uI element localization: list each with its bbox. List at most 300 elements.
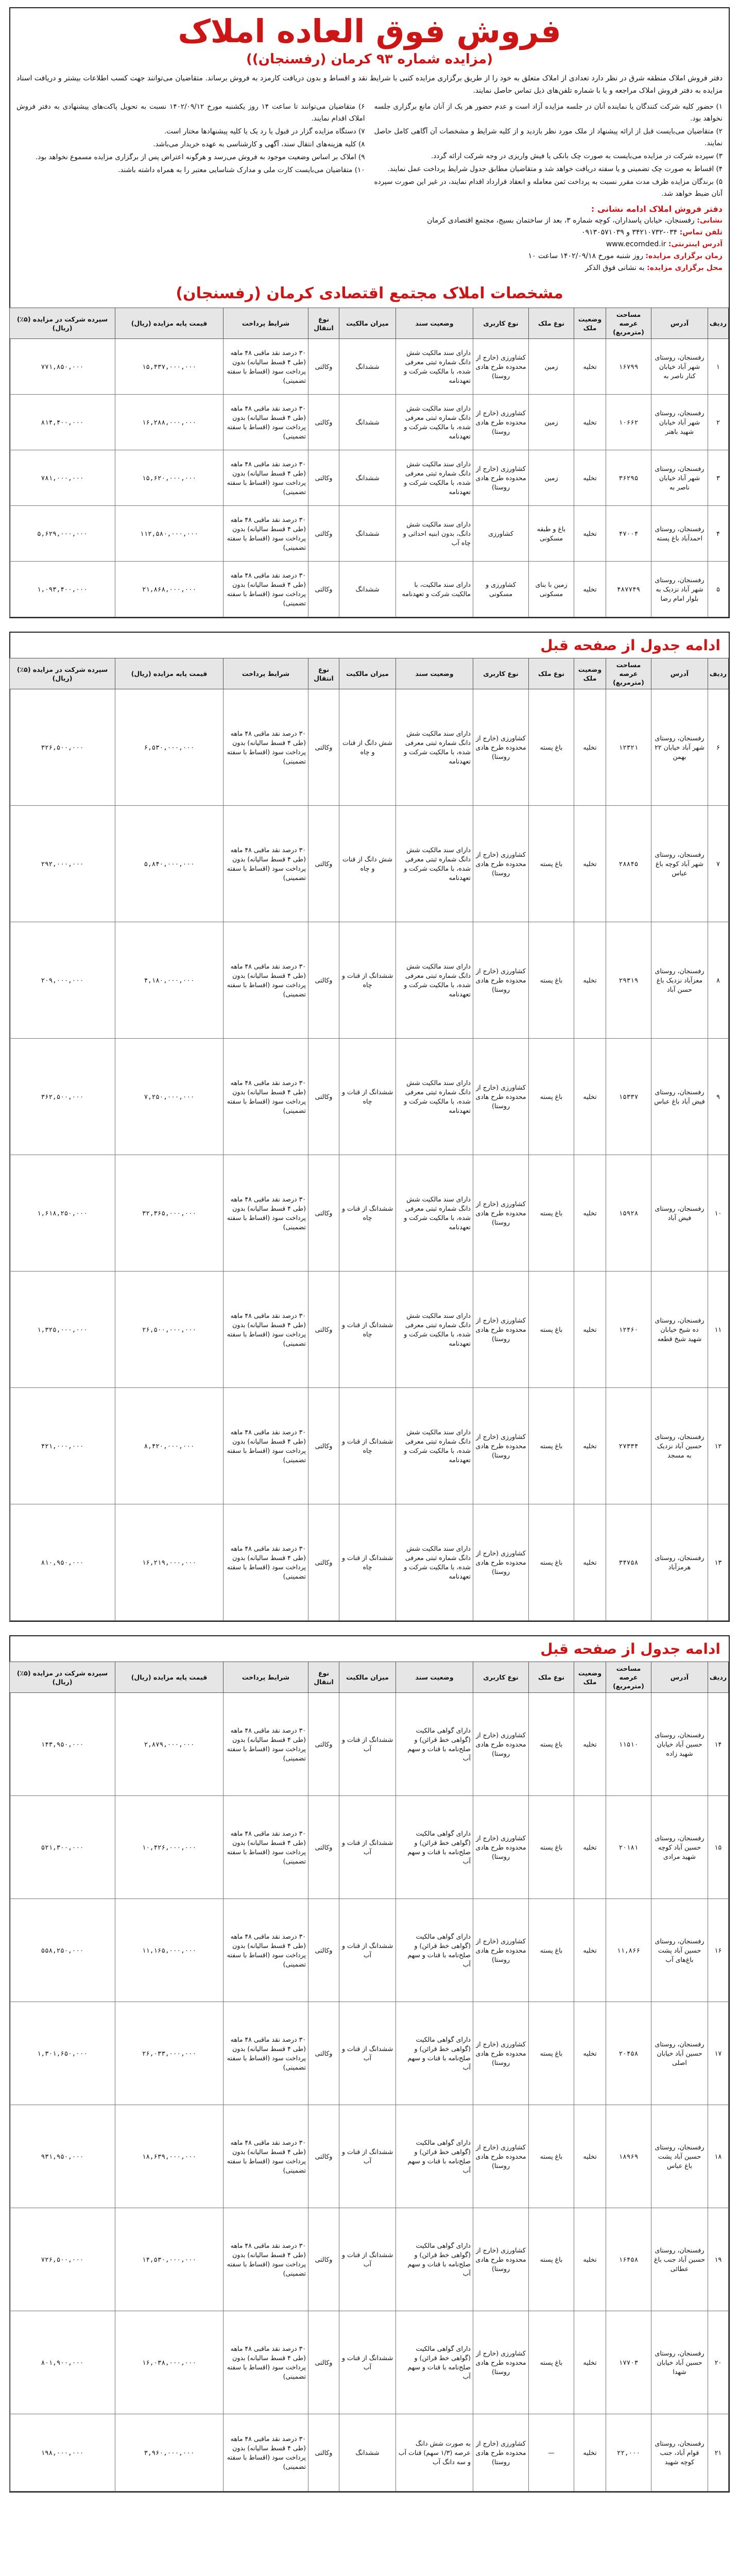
cell-usage: کشاورزی (خارج از محدوده طرح هادی روستا) (473, 2002, 529, 2105)
cell-deposit: ۷۷۱,۸۵۰,۰۰۰ (10, 339, 115, 395)
cell-price: ۱۵,۴۳۷,۰۰۰,۰۰۰ (115, 339, 224, 395)
address-label: نشانی: (697, 216, 723, 225)
properties-table-3 (9, 1662, 729, 2492)
condition-item: ۴) اقساط به صورت چک تضمینی و یا سفته دریافت خواهد شد و متقاضیان مطابق جدول شرایط پرداخت عمل نمایند. (387, 165, 723, 173)
cell-ownership: ششدانگ از قنات و آب (339, 2208, 396, 2311)
cell-property-type: باغ و طبقه مسکونی (529, 506, 574, 562)
cell-price: ۸,۴۲۰,۰۰۰,۰۰۰ (115, 1388, 224, 1504)
cell-transfer: وکالتی (308, 339, 339, 395)
cell-payment: ۳۰ درصد نقد ماقبی ۴۸ ماهه (طی ۴ قسط سالیانه) بدون پرداخت سود (اقساط با سفته تضمینی) (224, 1796, 308, 1899)
cell-deposit: ۱,۰۹۳,۴۰۰,۰۰۰ (10, 562, 115, 617)
cell-ownership: شش دانگ از قنات و چاه (339, 806, 396, 922)
table-row (10, 1899, 729, 2002)
cell-ownership: ششدانگ از قنات و آب (339, 1899, 396, 2002)
cell-ownership: ششدانگ (339, 450, 396, 506)
cell-address: رفسنجان، روستای ده شیخ خیابان شهید شیخ قطعه (651, 1272, 708, 1388)
cell-transfer: وکالتی (308, 1899, 339, 2002)
ad-subtitle: (مزایده شماره ۹۳ کرمان (رفسنجان)) (246, 52, 493, 67)
cell-situation: دارای گواهی مالکیت (گواهی خط قرائن) و صلح‌نامه با قنات و سهم آب (396, 1796, 473, 1899)
cell-deposit: ۷۲۶,۵۰۰,۰۰۰ (10, 2208, 115, 2311)
col-usage: نوع کاربری (473, 1662, 529, 1693)
cell-area: ۳۴۷۵۸ (606, 1504, 651, 1621)
cell-row: ۱۹ (708, 2208, 729, 2311)
cell-situation: دارای گواهی مالکیت (گواهی خط قرائن) و صلح‌نامه با قنات و سهم آب (396, 1693, 473, 1796)
cell-status: تخلیه (574, 922, 606, 1039)
col-status: وضعیت ملک (574, 1662, 606, 1693)
cell-address: رفسنجان، روستای شهر آباد خیابان ناصر به (651, 450, 708, 506)
cell-status: تخلیه (574, 562, 606, 617)
cell-payment: ۳۰ درصد نقد ماقبی ۴۸ ماهه (طی ۴ قسط سالیانه) بدون پرداخت سود (اقساط با سفته تضمینی) (224, 2311, 308, 2414)
col-deposit: سپرده شرکت در مزایده (۵٪) (ریال) (10, 1662, 115, 1693)
cell-area: ۲۲,۰۰۰ (606, 2414, 651, 2492)
cell-price: ۵,۸۴۰,۰۰۰,۰۰۰ (115, 806, 224, 922)
cell-price: ۲,۸۷۹,۰۰۰,۰۰۰ (115, 1693, 224, 1796)
condition-item: ۱) حضور کلیه شرکت کنندگان یا نماینده آنان در جلسه مزایده آزاد است و عدم حضور هر یک از آنان مانع برگزاری جلسه نخواهد بود. (374, 103, 723, 123)
table-header (10, 1662, 729, 1693)
cell-ownership: ششدانگ (339, 562, 396, 617)
cell-status: تخلیه (574, 339, 606, 395)
cell-situation: دارای سند مالکیت شش دانگ شماره ثبتی معرفی شده، با مالکیت شرکت و تعهدنامه (396, 395, 473, 450)
cell-row: ۱۵ (708, 1796, 729, 1899)
cell-price: ۱۶,۲۱۹,۰۰۰,۰۰۰ (115, 1504, 224, 1621)
cell-address: رفسنجان، روستای فیض آباد (651, 1155, 708, 1272)
cell-property-type: زمین با بنای مسکونی (529, 562, 574, 617)
ad-title: فروش فوق العاده املاک (178, 12, 561, 50)
cell-payment: ۳۰ درصد نقد ماقبی ۴۸ ماهه (طی ۴ قسط سالیانه) بدون پرداخت سود (اقساط با سفته تضمینی) (224, 1388, 308, 1504)
cell-ownership: ششدانگ از قنات و چاه (339, 1039, 396, 1155)
cell-property-type: زمین (529, 450, 574, 506)
cell-ownership: ششدانگ از قنات و آب (339, 2002, 396, 2105)
cell-situation: دارای سند مالکیت شش دانگ شماره ثبتی معرفی شده، با مالکیت شرکت و تعهدنامه (396, 806, 473, 922)
cell-ownership: ششدانگ (339, 395, 396, 450)
cell-status: تخلیه (574, 2311, 606, 2414)
cell-situation: دارای سند مالکیت شش دانگ شماره ثبتی معرفی شده، با مالکیت شرکت و تعهدنامه (396, 1039, 473, 1155)
cell-address: رفسنجان، روستای شهر آباد خیابان کنار ناصر به (651, 339, 708, 395)
cell-status: تخلیه (574, 2105, 606, 2208)
cell-area: ۳۶۲۹۵ (606, 450, 651, 506)
cell-row: ۲۱ (708, 2414, 729, 2492)
cell-ownership: ششدانگ از قنات و چاه (339, 922, 396, 1039)
cell-area: ۲۸۸۴۵ (606, 806, 651, 922)
cell-row: ۶ (708, 689, 729, 806)
cell-ownership: ششدانگ از قنات و چاه (339, 1388, 396, 1504)
table-row (10, 2002, 729, 2105)
condition-item: ۷) دستگاه مزایده گزار در قبول یا رد یک یا کلیه پیشنهادها مختار است. (164, 127, 365, 135)
cell-row: ۱۷ (708, 2002, 729, 2105)
col-address: آدرس (651, 308, 708, 339)
cell-price: ۲۶,۵۰۰,۰۰۰,۰۰۰ (115, 1272, 224, 1388)
col-transfer: نوع انتقال (308, 1662, 339, 1693)
cell-usage: کشاورزی (خارج از محدوده طرح هادی روستا) (473, 2208, 529, 2311)
cell-address: رفسنجان، روستای حسین آباد خیابان شهید زاده (651, 1693, 708, 1796)
cell-price: ۱۱۲,۵۸۰,۰۰۰,۰۰۰ (115, 506, 224, 562)
cell-area: ۱۵۳۳۷ (606, 1039, 651, 1155)
col-ownership: میزان مالکیت (339, 658, 396, 689)
cell-deposit: ۸۱۴,۴۰۰,۰۰۰ (10, 395, 115, 450)
cell-ownership: ششدانگ از قنات و آب (339, 2105, 396, 2208)
cell-transfer: وکالتی (308, 1504, 339, 1621)
cell-deposit: ۱,۳۰۱,۶۵۰,۰۰۰ (10, 2002, 115, 2105)
table-row (10, 1504, 729, 1621)
cell-payment: ۳۰ درصد نقد ماقبی ۴۸ ماهه (طی ۴ قسط سالیانه) بدون پرداخت سود (اقساط با سفته تضمینی) (224, 562, 308, 617)
cell-ownership: ششدانگ (339, 2414, 396, 2492)
cell-situation: دارای سند مالکیت شش دانگ شماره ثبتی معرفی شده، با مالکیت شرکت و تعهدنامه (396, 450, 473, 506)
cell-address: رفسنجان، روستای شهر آباد خیابان ۲۲ بهمن (651, 689, 708, 806)
cell-ownership: ششدانگ از قنات و آب (339, 1796, 396, 1899)
cell-ownership: ششدانگ از قنات و آب (339, 1693, 396, 1796)
cell-usage: کشاورزی (خارج از محدوده طرح هادی روستا) (473, 2311, 529, 2414)
cell-price: ۱۸,۶۳۹,۰۰۰,۰۰۰ (115, 2105, 224, 2208)
cell-address: رفسنجان، روستای احمدآباد باغ پسته (651, 506, 708, 562)
phone-label: تلفن تماس: (679, 228, 723, 236)
cell-ownership: ششدانگ از قنات و چاه (339, 1155, 396, 1272)
time-line (374, 250, 723, 262)
cell-row: ۱۸ (708, 2105, 729, 2208)
col-area: مساحت عرصه (مترمربع) (606, 308, 651, 339)
cell-payment: ۳۰ درصد نقد ماقبی ۴۸ ماهه (طی ۴ قسط سالیانه) بدون پرداخت سود (اقساط با سفته تضمینی) (224, 2002, 308, 2105)
table-body-2 (10, 689, 729, 1621)
cell-transfer: وکالتی (308, 506, 339, 562)
cell-status: تخلیه (574, 1693, 606, 1796)
cell-area: ۱۱۵۱۰ (606, 1693, 651, 1796)
ad-block-1 (9, 7, 730, 618)
cell-status: تخلیه (574, 1796, 606, 1899)
place-value: به نشانی فوق الذکر (585, 264, 645, 272)
cell-transfer: وکالتی (308, 2311, 339, 2414)
cell-situation: دارای گواهی مالکیت (گواهی خط قرائن) و صلح‌نامه با قنات و سهم آب (396, 2105, 473, 2208)
cell-address: رفسنجان، روستای شهر آباد نزدیک به بلوار امام رضا (651, 562, 708, 617)
cell-deposit: ۹۳۱,۹۵۰,۰۰۰ (10, 2105, 115, 2208)
condition-item: ۱۰) متقاضیان می‌بایست کارت ملی و مدارک شناسایی معتبر را به همراه داشته باشند. (118, 166, 365, 174)
table-row (10, 2311, 729, 2414)
cell-price: ۴,۱۸۰,۰۰۰,۰۰۰ (115, 922, 224, 1039)
cell-transfer: وکالتی (308, 562, 339, 617)
cell-status: تخلیه (574, 2208, 606, 2311)
cell-usage: کشاورزی (خارج از محدوده طرح هادی روستا) (473, 806, 529, 922)
cell-payment: ۳۰ درصد نقد ماقبی ۴۸ ماهه (طی ۴ قسط سالیانه) بدون پرداخت سود (اقساط با سفته تضمینی) (224, 1504, 308, 1621)
condition-item: ۲) متقاضیان می‌بایست قبل از ارائه پیشنهاد از ملک مورد نظر بازدید و از کلیه شرایط و مشخصات آن آگاهی کامل حاصل نمایند. (374, 127, 723, 147)
cell-usage: کشاورزی (خارج از محدوده طرح هادی روستا) (473, 395, 529, 450)
cell-row: ۵ (708, 562, 729, 617)
cell-property-type: باغ پسته (529, 1039, 574, 1155)
cell-transfer: وکالتی (308, 1272, 339, 1388)
cell-row: ۱ (708, 339, 729, 395)
cell-area: ۱۶۷۹۹ (606, 339, 651, 395)
table-wrap-1 (10, 308, 729, 617)
cell-address: رفسنجان، روستای حسین آباد نزدیک به مسجد (651, 1388, 708, 1504)
cell-usage: کشاورزی (خارج از محدوده طرح هادی روستا) (473, 1272, 529, 1388)
cell-usage: کشاورزی (خارج از محدوده طرح هادی روستا) (473, 1504, 529, 1621)
col-price: قیمت پایه مزایده (ریال) (115, 658, 224, 689)
cell-address: رفسنجان، روستای معزآباد نزدیک باغ حسن آباد (651, 922, 708, 1039)
cell-situation: دارای سند مالکیت شش دانگ شماره ثبتی معرفی شده، با مالکیت شرکت و تعهدنامه (396, 339, 473, 395)
cell-area: ۱۲۳۲۱ (606, 689, 651, 806)
cell-price: ۱۶,۰۳۸,۰۰۰,۰۰۰ (115, 2311, 224, 2414)
col-situation: وضعیت سند (396, 658, 473, 689)
cell-row: ۲ (708, 395, 729, 450)
cell-price: ۱۱,۱۶۵,۰۰۰,۰۰۰ (115, 1899, 224, 2002)
cell-payment: ۳۰ درصد نقد ماقبی ۴۸ ماهه (طی ۴ قسط سالیانه) بدون پرداخت سود (اقساط با سفته تضمینی) (224, 922, 308, 1039)
table-row (10, 1272, 729, 1388)
cell-usage: کشاورزی (خارج از محدوده طرح هادی روستا) (473, 339, 529, 395)
cell-payment: ۳۰ درصد نقد ماقبی ۴۸ ماهه (طی ۴ قسط سالیانه) بدون پرداخت سود (اقساط با سفته تضمینی) (224, 806, 308, 922)
cell-situation: دارای سند مالکیت شش دانگ شماره ثبتی معرفی شده، با مالکیت شرکت و تعهدنامه (396, 1155, 473, 1272)
cell-property-type: باغ پسته (529, 1388, 574, 1504)
cell-deposit: ۲۹۲,۰۰۰,۰۰۰ (10, 806, 115, 922)
cell-address: رفسنجان، روستای فیض آباد باغ عباس (651, 1039, 708, 1155)
cell-usage: کشاورزی (خارج از محدوده طرح هادی روستا) (473, 922, 529, 1039)
cell-status: تخلیه (574, 1272, 606, 1388)
cell-property-type: باغ پسته (529, 1272, 574, 1388)
col-usage: نوع کاربری (473, 308, 529, 339)
cell-deposit: ۵۵۸,۲۵۰,۰۰۰ (10, 1899, 115, 2002)
cell-deposit: ۵,۶۲۹,۰۰۰,۰۰۰ (10, 506, 115, 562)
table-row (10, 806, 729, 922)
cell-row: ۸ (708, 922, 729, 1039)
cell-usage: کشاورزی (خارج از محدوده طرح هادی روستا) (473, 2105, 529, 2208)
col-area: مساحت عرصه (مترمربع) (606, 658, 651, 689)
address-value: رفسنجان، خیابان پاسداران، کوچه شماره ۳، بعد از ساختمان بسیج، مجتمع اقتصادی کرمان (427, 216, 695, 225)
condition-item: ۵) برندگان مزایده ظرف مدت مقرر نسبت به پرداخت ثمن معامله و انعقاد قرارداد اقدام نمایند، در غیر این صورت سپرده آنان ضبط خواهد شد. (374, 178, 723, 198)
cell-transfer: وکالتی (308, 1155, 339, 1272)
cell-transfer: وکالتی (308, 689, 339, 806)
cell-property-type: زمین (529, 395, 574, 450)
cell-status: تخلیه (574, 395, 606, 450)
cell-situation: دارای سند مالکیت شش دانگ شماره ثبتی معرفی شده، با مالکیت شرکت و تعهدنامه (396, 1272, 473, 1388)
cell-row: ۲۰ (708, 2311, 729, 2414)
cell-payment: ۳۰ درصد نقد ماقبی ۴۸ ماهه (طی ۴ قسط سالیانه) بدون پرداخت سود (اقساط با سفته تضمینی) (224, 506, 308, 562)
cell-address: رفسنجان، روستای حسین آباد کوچه شهید مرادی (651, 1796, 708, 1899)
cell-address: رفسنجان، روستای حسین آباد خیابان اصلی (651, 2002, 708, 2105)
cell-price: ۳,۹۶۰,۰۰۰,۰۰۰ (115, 2414, 224, 2492)
col-row: ردیف (708, 1662, 729, 1693)
col-status: وضعیت ملک (574, 658, 606, 689)
table-body-1 (10, 339, 729, 617)
properties-table-2 (9, 658, 729, 1621)
cell-property-type: باغ پسته (529, 1155, 574, 1272)
cell-usage: کشاورزی (خارج از محدوده طرح هادی روستا) (473, 1039, 529, 1155)
col-price: قیمت پایه مزایده (ریال) (115, 1662, 224, 1693)
cell-deposit: ۴۲۱,۰۰۰,۰۰۰ (10, 1388, 115, 1504)
cell-transfer: وکالتی (308, 2105, 339, 2208)
cell-area: ۱۰۶۶۲ (606, 395, 651, 450)
cell-payment: ۳۰ درصد نقد ماقبی ۴۸ ماهه (طی ۴ قسط سالیانه) بدون پرداخت سود (اقساط با سفته تضمینی) (224, 2208, 308, 2311)
table-row (10, 1388, 729, 1504)
cell-payment: ۳۰ درصد نقد ماقبی ۴۸ ماهه (طی ۴ قسط سالیانه) بدون پرداخت سود (اقساط با سفته تضمینی) (224, 1693, 308, 1796)
cell-situation: دارای سند مالکیت شش دانگ شماره ثبتی معرفی شده، با مالکیت شرکت و تعهدنامه (396, 689, 473, 806)
cell-property-type: باغ پسته (529, 2002, 574, 2105)
cell-area: ۱۶۴۵۸ (606, 2208, 651, 2311)
col-ownership: میزان مالکیت (339, 1662, 396, 1693)
cell-row: ۱۴ (708, 1693, 729, 1796)
cell-usage: کشاورزی (خارج از محدوده طرح هادی روستا) (473, 1796, 529, 1899)
cell-deposit: ۵۲۱,۳۰۰,۰۰۰ (10, 1796, 115, 1899)
cell-price: ۷,۲۵۰,۰۰۰,۰۰۰ (115, 1039, 224, 1155)
cell-transfer: وکالتی (308, 2002, 339, 2105)
cell-payment: ۳۰ درصد نقد ماقبی ۴۸ ماهه (طی ۴ قسط سالیانه) بدون پرداخت سود (اقساط با سفته تضمینی) (224, 1155, 308, 1272)
section-3-title: ادامه جدول از صفحه قبل (540, 1640, 720, 1657)
col-payment: شرایط پرداخت (224, 658, 308, 689)
cell-situation: دارای گواهی مالکیت (گواهی خط قرائن) و صلح‌نامه با قنات و سهم آب (396, 1899, 473, 2002)
col-price: قیمت پایه مزایده (ریال) (115, 308, 224, 339)
table-row (10, 689, 729, 806)
table-row (10, 922, 729, 1039)
col-transfer: نوع انتقال (308, 658, 339, 689)
cell-usage: کشاورزی و مسکونی (473, 562, 529, 617)
cell-situation: دارای گواهی مالکیت (گواهی خط قرائن) و صلح‌نامه با قنات و سهم آب (396, 2002, 473, 2105)
condition-item: ۳) سپرده شرکت در مزایده می‌بایست به صورت چک بانکی یا فیش واریزی در وجه شرکت ارائه گردد. (431, 152, 723, 160)
conditions (10, 97, 729, 279)
table-row (10, 2414, 729, 2492)
cell-payment: ۳۰ درصد نقد ماقبی ۴۸ ماهه (طی ۴ قسط سالیانه) بدون پرداخت سود (اقساط با سفته تضمینی) (224, 1272, 308, 1388)
cell-usage: کشاورزی (خارج از محدوده طرح هادی روستا) (473, 2414, 529, 2492)
cell-payment: ۳۰ درصد نقد ماقبی ۴۸ ماهه (طی ۴ قسط سالیانه) بدون پرداخت سود (اقساط با سفته تضمینی) (224, 450, 308, 506)
cell-status: تخلیه (574, 2414, 606, 2492)
cell-status: تخلیه (574, 1155, 606, 1272)
cell-address: رفسنجان، روستای حسین آباد جنب باغ عطائی (651, 2208, 708, 2311)
contact-title: دفتر فروش املاک ادامه نشانی : (591, 204, 723, 214)
condition-item: ۹) املاک بر اساس وضعیت موجود به فروش می‌رسد و هرگونه اعتراض پس از برگزاری مزایده مسموع نخواهد بود. (36, 153, 365, 161)
cell-situation: دارای گواهی مالکیت (گواهی خط قرائن) و صلح‌نامه با قنات و سهم آب (396, 2208, 473, 2311)
cell-property-type: باغ پسته (529, 922, 574, 1039)
cell-status: تخلیه (574, 1899, 606, 2002)
cell-price: ۱۰,۴۲۶,۰۰۰,۰۰۰ (115, 1796, 224, 1899)
intro-text: دفتر فروش املاک منطقه شرق در نظر دارد تعدادی از املاک متعلق به خود را از طریق برگزاری مزایده کتبی با شرایط نقد و اقساط و بدون دریافت کارمزد به فروش برساند. متقاضیان می‌توانند جهت کسب اطلاعات بیشتر و دریافت اسناد مزایده به دفتر فروش املاک مراجعه و یا با شماره تلفن‌های ذیل تماس حاصل نمایند. (16, 74, 723, 95)
col-status: وضعیت ملک (574, 308, 606, 339)
cell-price: ۲۱,۸۶۸,۰۰۰,۰۰۰ (115, 562, 224, 617)
col-row: ردیف (708, 308, 729, 339)
cell-deposit: ۳۶۲,۵۰۰,۰۰۰ (10, 1039, 115, 1155)
cell-address: رفسنجان، روستای حسین آباد خیابان شهدا (651, 2311, 708, 2414)
properties-table-1 (9, 308, 729, 617)
cell-usage: کشاورزی (خارج از محدوده طرح هادی روستا) (473, 1693, 529, 1796)
cell-row: ۱۶ (708, 1899, 729, 2002)
cell-property-type: باغ پسته (529, 1899, 574, 2002)
cell-deposit: ۷۸۱,۰۰۰,۰۰۰ (10, 450, 115, 506)
web-line (374, 239, 723, 250)
cell-transfer: وکالتی (308, 395, 339, 450)
col-situation: وضعیت سند (396, 1662, 473, 1693)
cell-transfer: وکالتی (308, 1388, 339, 1504)
cell-status: تخلیه (574, 2002, 606, 2105)
cell-situation: دارای سند مالکیت، با مالکیت شرکت و تعهدنامه (396, 562, 473, 617)
address-line (374, 215, 723, 227)
table-row (10, 1693, 729, 1796)
cell-situation: دارای سند مالکیت شش دانگ شماره ثبتی معرفی شده، با مالکیت شرکت و تعهدنامه (396, 1388, 473, 1504)
cell-situation: دارای سند مالکیت شش دانگ شماره ثبتی معرفی شده، با مالکیت شرکت و تعهدنامه (396, 922, 473, 1039)
cell-usage: کشاورزی (473, 506, 529, 562)
cell-payment: ۳۰ درصد نقد ماقبی ۴۸ ماهه (طی ۴ قسط سالیانه) بدون پرداخت سود (اقساط با سفته تضمینی) (224, 2105, 308, 2208)
cell-property-type: باغ پسته (529, 1796, 574, 1899)
place-label: محل برگزاری مزایده: (647, 264, 723, 272)
phone-value: ۰۳۴-۳۴۲۱۰۷۳۲ و ۰۹۱۳۰۵۷۱۰۳۹ (581, 228, 678, 236)
cell-situation: دارای گواهی مالکیت (گواهی خط قرائن) و صلح‌نامه با قنات و سهم آب (396, 2311, 473, 2414)
cell-address: رفسنجان، روستای شهر آباد خیابان شهید باهنر (651, 395, 708, 450)
col-situation: وضعیت سند (396, 308, 473, 339)
col-area: مساحت عرصه (مترمربع) (606, 1662, 651, 1693)
cell-price: ۱۶,۲۸۸,۰۰۰,۰۰۰ (115, 395, 224, 450)
cell-usage: کشاورزی (خارج از محدوده طرح هادی روستا) (473, 450, 529, 506)
cell-row: ۹ (708, 1039, 729, 1155)
ad-block-3 (9, 1635, 730, 2493)
cell-usage: کشاورزی (خارج از محدوده طرح هادی روستا) (473, 1899, 529, 2002)
cell-status: تخلیه (574, 1504, 606, 1621)
cell-deposit: ۳۲۶,۵۰۰,۰۰۰ (10, 689, 115, 806)
table-row (10, 1039, 729, 1155)
time-value: روز شنبه مورخ ۱۴۰۲/۰۹/۱۸ ساعت ۱۰ (528, 252, 643, 260)
col-ownership: میزان مالکیت (339, 308, 396, 339)
cell-ownership: ششدانگ از قنات و چاه (339, 1272, 396, 1388)
table-row (10, 450, 729, 506)
cell-row: ۳ (708, 450, 729, 506)
cell-ownership: ششدانگ (339, 339, 396, 395)
col-type: نوع ملک (529, 308, 574, 339)
cell-area: ۲۷۳۳۴ (606, 1388, 651, 1504)
table-header (10, 308, 729, 339)
cell-ownership: ششدانگ از قنات و چاه (339, 1504, 396, 1621)
cell-row: ۱۳ (708, 1504, 729, 1621)
col-usage: نوع کاربری (473, 658, 529, 689)
cell-area: ۱۸۹۶۹ (606, 2105, 651, 2208)
cell-area: ۱۱,۸۶۶ (606, 1899, 651, 2002)
cell-deposit: ۱,۳۲۵,۰۰۰,۰۰۰ (10, 1272, 115, 1388)
cell-situation: دارای سند مالکیت شش دانگ شماره ثبتی معرفی شده، با مالکیت شرکت و تعهدنامه (396, 1504, 473, 1621)
table-row (10, 562, 729, 617)
cell-property-type: باغ پسته (529, 1693, 574, 1796)
cell-area: ۲۰۴۵۸ (606, 2002, 651, 2105)
phone-line (374, 227, 723, 239)
cell-price: ۳۲,۳۶۵,۰۰۰,۰۰۰ (115, 1155, 224, 1272)
col-payment: شرایط پرداخت (224, 1662, 308, 1693)
cell-transfer: وکالتی (308, 2414, 339, 2492)
col-deposit: سپرده شرکت در مزایده (۵٪) (ریال) (10, 658, 115, 689)
cell-deposit: ۲۰۹,۰۰۰,۰۰۰ (10, 922, 115, 1039)
cell-status: تخلیه (574, 1388, 606, 1504)
cell-situation: دارای سند مالکیت شش دانگ، بدون ابنیه احداثی و چاه آب (396, 506, 473, 562)
cell-ownership: شش دانگ از قنات و چاه (339, 689, 396, 806)
ad-block-2 (9, 632, 730, 1622)
cell-row: ۱۱ (708, 1272, 729, 1388)
col-type: نوع ملک (529, 1662, 574, 1693)
col-type: نوع ملک (529, 658, 574, 689)
cell-price: ۱۴,۵۳۰,۰۰۰,۰۰۰ (115, 2208, 224, 2311)
cell-address: رفسنجان، روستای قوام آباد، جنب کوچه شهید (651, 2414, 708, 2492)
table-row (10, 1796, 729, 1899)
place-line (374, 262, 723, 274)
cell-status: تخلیه (574, 806, 606, 922)
cell-property-type: باغ پسته (529, 2105, 574, 2208)
cell-situation: به صورت شش دانگ عرصه (۱/۳ سهم) قنات آب و سه دانگ آب (396, 2414, 473, 2492)
cell-status: تخلیه (574, 689, 606, 806)
cell-area: ۱۵۹۲۸ (606, 1155, 651, 1272)
cell-row: ۱۰ (708, 1155, 729, 1272)
cell-price: ۲۶,۰۳۳,۰۰۰,۰۰۰ (115, 2002, 224, 2105)
col-deposit: سپرده شرکت در مزایده (۵٪) (ریال) (10, 308, 115, 339)
cell-area: ۲۹۳۱۹ (606, 922, 651, 1039)
cell-row: ۷ (708, 806, 729, 922)
time-label: زمان برگزاری مزایده: (645, 252, 723, 260)
cell-ownership: ششدانگ از قنات و آب (339, 2311, 396, 2414)
web-link[interactable]: www.ecomded.ir (606, 240, 666, 248)
cell-deposit: ۱۹۸,۰۰۰,۰۰۰ (10, 2414, 115, 2492)
cell-area: ۴۸۷۷۴۹ (606, 562, 651, 617)
cell-ownership: ششدانگ (339, 506, 396, 562)
cell-address: رفسنجان، روستای هرمزآباد (651, 1504, 708, 1621)
table-row (10, 506, 729, 562)
table-row (10, 2208, 729, 2311)
cell-price: ۱۵,۶۲۰,۰۰۰,۰۰۰ (115, 450, 224, 506)
table-row (10, 2105, 729, 2208)
